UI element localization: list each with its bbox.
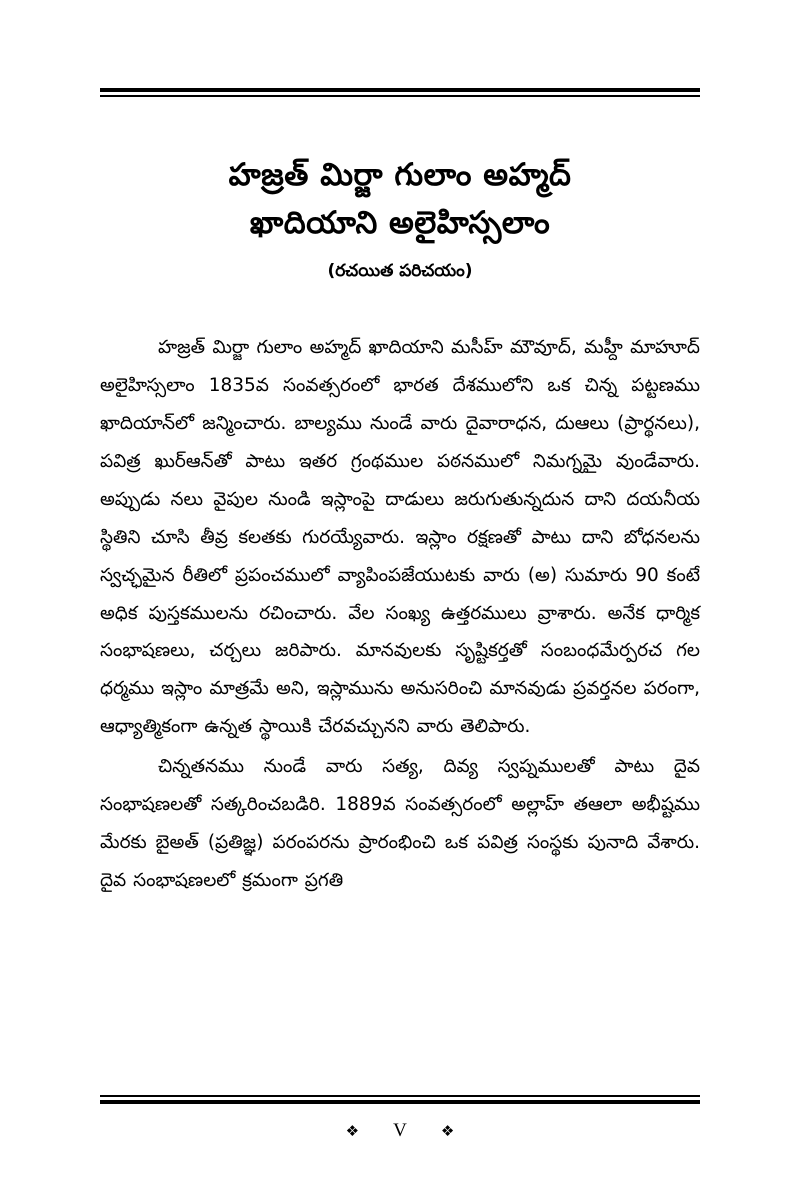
page-subtitle: (రచయిత పరిచయం) bbox=[327, 261, 473, 282]
title-line-1: హజ్రత్ మిర్జా గులాం అహ్మద్ bbox=[228, 157, 572, 193]
folio bbox=[100, 1120, 700, 1142]
diamond-ornament-left-icon: ❖ bbox=[345, 1121, 360, 1140]
header-rule-thin bbox=[100, 95, 700, 97]
page-number: V bbox=[393, 1120, 407, 1141]
body-text bbox=[100, 329, 700, 900]
paragraph-2: చిన్నతనము నుండే వారు సత్య, దివ్య స్వప్నములతో పాటు దైవ సంభాషణలతో సత్కరించబడిరి. 1889వ సంవత్సరంలో అల్లాహ్ తఆలా అభీష్టము మేరకు బైఅత్ (ప్రతిజ్ఞ) పరంపరను ప్రారంభించి ఒక పవిత్ర సంస్థకు పునాది వేశారు. దైవ సంభాషణలలో క్రమంగా ప్రగతి bbox=[100, 756, 700, 891]
page-footer bbox=[100, 1095, 700, 1142]
diamond-ornament-right-icon: ❖ bbox=[440, 1121, 455, 1140]
header-rule bbox=[100, 88, 700, 97]
footer-rule bbox=[100, 1095, 700, 1104]
title-line-2: ఖాదియాని అలైహిస్సలాం bbox=[249, 205, 551, 242]
page-title bbox=[100, 151, 700, 247]
footer-rule-thick bbox=[100, 1100, 700, 1104]
paragraph-1: హజ్రత్ మిర్జా గులాం అహ్మద్ ఖాదియాని మసీహ్ మౌవూద్, మహ్దీ మాహూద్ అలైహిస్సలాం 1835వ సంవత్సరంలో భారత దేశములోని ఒక చిన్న పట్టణము ఖాదియాన్‌లో జన్మించారు. బాల్యము నుండే వారు దైవారాధన, దుఆలు (ప్రార్థనలు), పవిత్ర ఖుర్‌ఆన్‌తో పాటు ఇతర గ్రంథముల పఠనములో నిమగ్నమై వుండేవారు. అప్పుడు నలు వైపుల నుండి ఇస్లాంపై దాడులు జరుగుతున్నదున దాని దయనీయ స్థితిని చూసి తీవ్ర కలతకు గురయ్యేవారు. ఇస్లాం రక్షణతో పాటు దాని బోధనలను స్వచ్ఛమైన రీతిలో ప్రపంచములో వ్యాపింపజేయుటకు వారు (అ) సుమారు 90 కంటే అధిక పుస్తకములను రచించారు. వేల సంఖ్య ఉత్తరములు వ్రాశారు. అనేక ధార్మిక సంభాషణలు, చర్చలు జరిపారు. మానవులకు సృష్టికర్తతో సంబంధమేర్పరచ గల ధర్మము ఇస్లాం మాత్రమే అని, ఇస్లామును అనుసరించి మానవుడు ప్రవర్తనల పరంగా, ఆధ్యాత్మికంగా ఉన్నత స్థాయికి చేరవచ్చునని వారు తెలిపారు. bbox=[100, 337, 700, 738]
